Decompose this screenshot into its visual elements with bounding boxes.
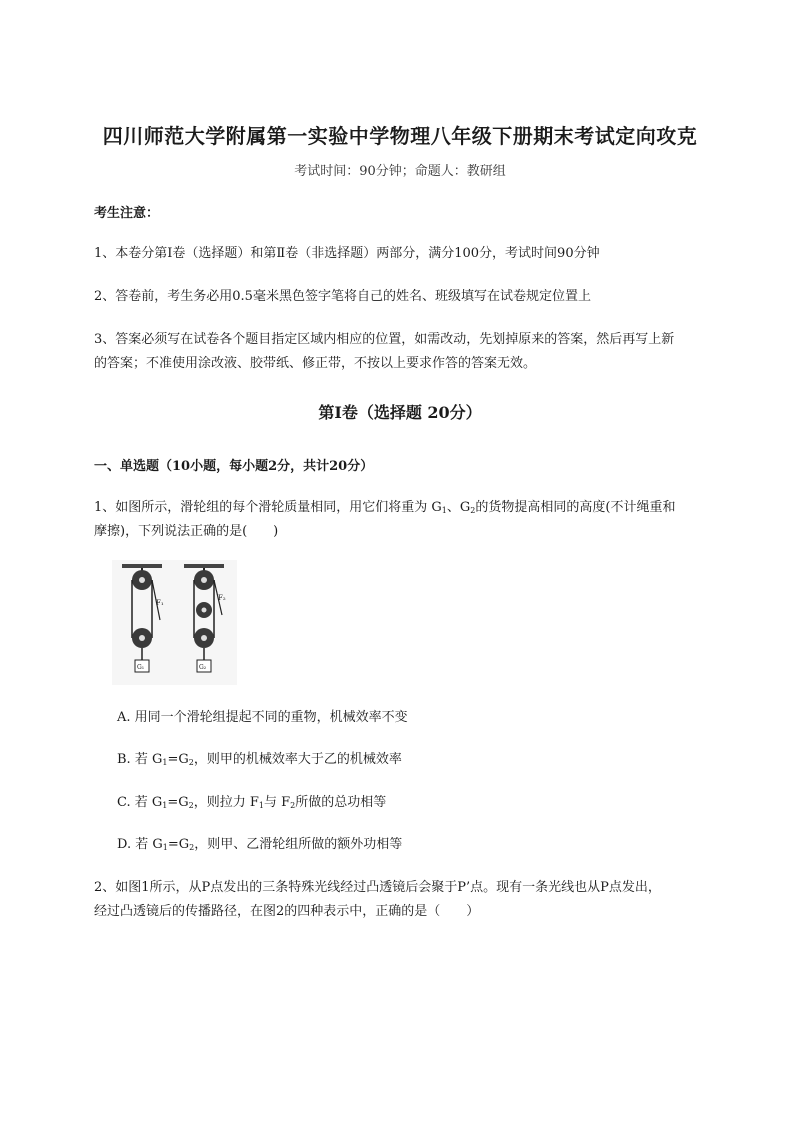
weight-g1-label: G₁ xyxy=(137,664,145,671)
pulley-figure xyxy=(112,560,237,685)
notice-item-1: 1、本卷分第I卷（选择题）和第Ⅱ卷（非选择题）两部分，满分100分，考试时间90分钟 xyxy=(94,246,600,261)
force-f2-label: F₂ xyxy=(218,594,226,602)
q1-option-c: C. 若 $G_1=G_2$，则拉力 $F_1$与 $F_2$所做的总功相等 xyxy=(117,795,387,810)
ceiling-right xyxy=(184,564,224,568)
document-title: 四川师范大学附属第一实验中学物理八年级下册期末考试定向攻克 xyxy=(102,124,698,148)
document-subtitle: 考试时间：90分钟；命题人：教研组 xyxy=(294,164,506,179)
q2-stem-line1: 2、如图1所示，从P点发出的三条特殊光线经过凸透镜后会聚于P’点。现有一条光线也从P点发出， xyxy=(94,880,661,895)
weight-g2-label: G₂ xyxy=(199,664,207,671)
force-f1-label: F₁ xyxy=(156,599,164,607)
notice-item-3: 3、答案必须写在试卷各个题目指定区域内相应的位置，如需改动，先划掉原来的答案，然后再写上新 xyxy=(94,332,675,347)
q1-option-a: A. 用同一个滑轮组提起不同的重物，机械效率不变 xyxy=(117,710,408,725)
q1-stem-line1: 1、如图所示，滑轮组的每个滑轮质量相同，用它们将重为 $G_1$、$G_2$的货物提高相同的高度(不计绳重和 xyxy=(94,500,676,515)
notice-heading: 考生注意： xyxy=(94,206,160,221)
q1-stem-line2: 摩擦)，下列说法正确的是( ) xyxy=(94,524,279,539)
notice-item-3-cont: 的答案；不准使用涂改液、胶带纸、修正带，不按以上要求作答的答案无效。 xyxy=(94,356,537,371)
q1-option-b: B. 若 $G_1=G_2$，则甲的机械效率大于乙的机械效率 xyxy=(117,752,402,767)
question-group-heading: 一、单选题（10小题，每小题2分，共计20分） xyxy=(94,459,374,474)
notice-item-2: 2、答卷前，考生务必用0.5毫米黑色签字笔将自己的姓名、班级填写在试卷规定位置上 xyxy=(94,289,591,304)
ceiling-left xyxy=(122,564,162,568)
section-title: 第I卷（选择题 20分） xyxy=(318,403,482,422)
pulley-diagram xyxy=(112,560,237,685)
q2-stem-line2: 经过凸透镜后的传播路径，在图2的四种表示中，正确的是（ ） xyxy=(94,904,480,919)
q1-option-d: D. 若 $G_1=G_2$，则甲、乙滑轮组所做的额外功相等 xyxy=(117,837,403,852)
